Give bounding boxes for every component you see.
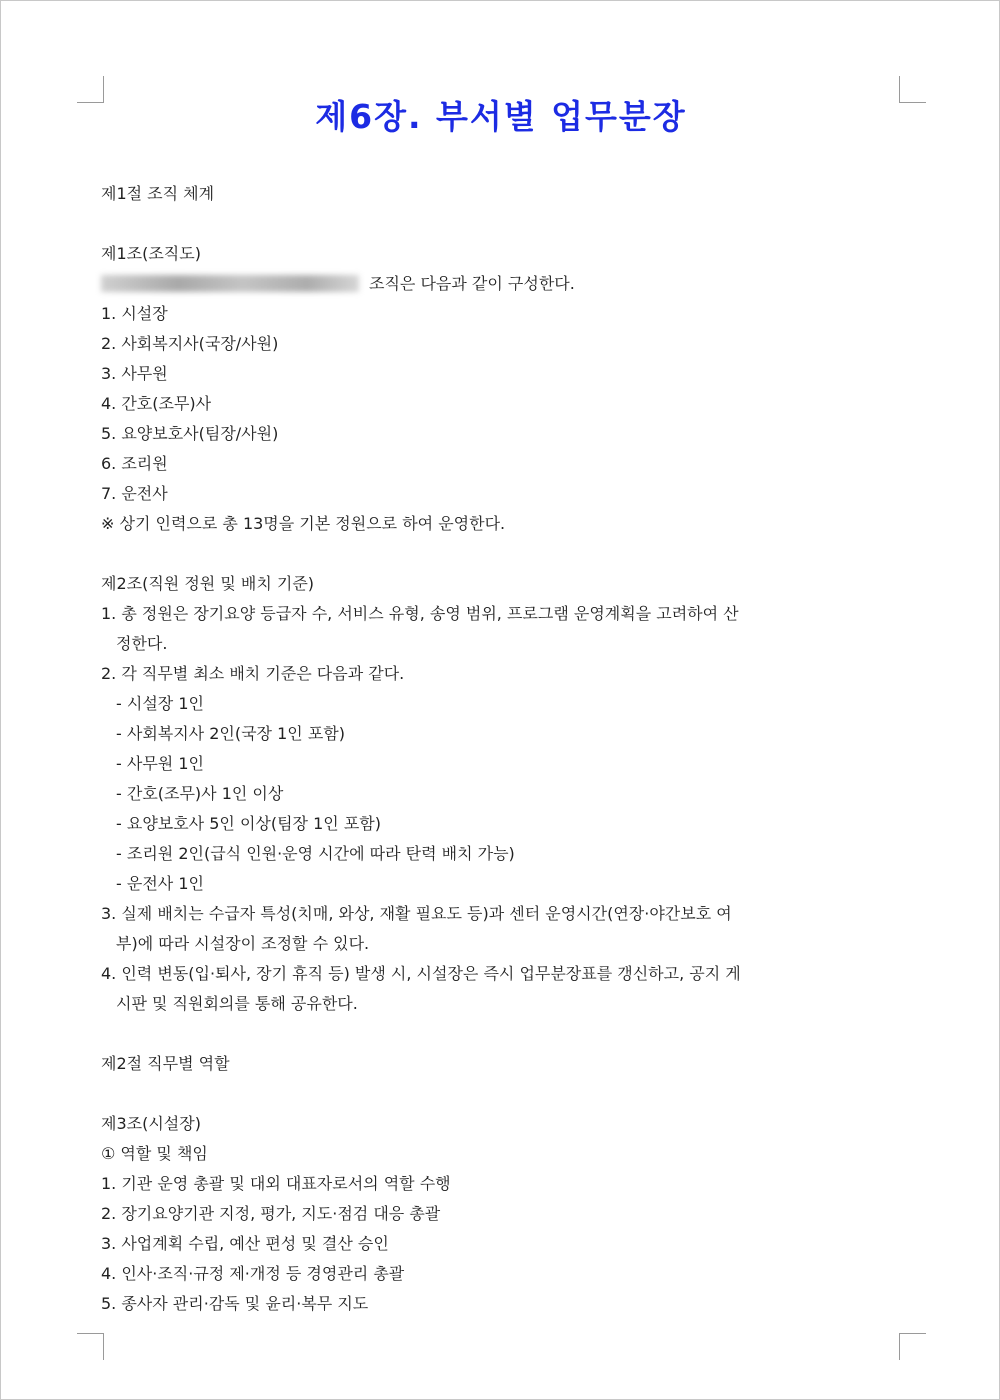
- paragraph-line: 3. 실제 배치는 수급자 특성(치매, 와상, 재활 필요도 등)과 센터 운영시간(연장·야간보호 여: [101, 904, 732, 923]
- list-item: 1. 시설장: [101, 304, 168, 323]
- paragraph-line: 2. 각 직무별 최소 배치 기준은 다음과 같다.: [101, 664, 405, 683]
- document-body: [101, 179, 901, 1319]
- article-intro: [101, 269, 901, 299]
- list-item: 4. 인사·조직·규정 제·개정 등 경영관리 총괄: [101, 1264, 405, 1283]
- sub-list-item: - 운전사 1인: [116, 874, 204, 893]
- redacted-organization-name: [101, 275, 359, 292]
- intro-text: 조직은 다음과 같이 구성한다.: [369, 274, 575, 293]
- sub-list-item: - 시설장 1인: [116, 694, 204, 713]
- paragraph-line: 1. 총 정원은 장기요양 등급자 수, 서비스 유형, 송영 범위, 프로그램 운영계획을 고려하여 산: [101, 604, 739, 623]
- sub-list-item: - 사회복지사 2인(국장 1인 포함): [116, 724, 345, 743]
- paragraph-line: 4. 인력 변동(입·퇴사, 장기 휴직 등) 발생 시, 시설장은 즉시 업무분장표를 갱신하고, 공지 게: [101, 964, 741, 983]
- article-subheading: ① 역할 및 책임: [101, 1144, 208, 1163]
- article-heading: 제3조(시설장): [101, 1114, 201, 1133]
- sub-list-item: - 조리원 2인(급식 인원·운영 시간에 따라 탄력 배치 가능): [116, 844, 515, 863]
- list-item: 6. 조리원: [101, 454, 168, 473]
- sub-list-item: - 사무원 1인: [116, 754, 204, 773]
- paragraph-line: 정한다.: [116, 634, 168, 653]
- list-item: 3. 사무원: [101, 364, 168, 383]
- section-heading: 제1절 조직 체계: [101, 184, 215, 203]
- sub-list-item: - 간호(조무)사 1인 이상: [116, 784, 284, 803]
- document-title: 제6장. 부서별 업무분장: [315, 97, 687, 136]
- list-item: 1. 기관 운영 총괄 및 대외 대표자로서의 역할 수행: [101, 1174, 451, 1193]
- paragraph-line: 부)에 따라 시설장이 조정할 수 있다.: [116, 934, 370, 953]
- paragraph-line: 시판 및 직원회의를 통해 공유한다.: [116, 994, 358, 1013]
- list-item: 7. 운전사: [101, 484, 168, 503]
- list-item: 4. 간호(조무)사: [101, 394, 212, 413]
- list-item: 5. 종사자 관리·감독 및 윤리·복무 지도: [101, 1294, 369, 1313]
- article-heading: 제1조(조직도): [101, 244, 201, 263]
- crop-mark-bottom-left: [77, 1333, 104, 1360]
- article-heading: 제2조(직원 정원 및 배치 기준): [101, 574, 315, 593]
- list-item: 2. 장기요양기관 지정, 평가, 지도·점검 대응 총괄: [101, 1204, 441, 1223]
- list-item: 2. 사회복지사(국장/사원): [101, 334, 279, 353]
- note-text: ※ 상기 인력으로 총 13명을 기본 정원으로 하여 운영한다.: [101, 514, 506, 533]
- list-item: 3. 사업계획 수립, 예산 편성 및 결산 승인: [101, 1234, 389, 1253]
- sub-list-item: - 요양보호사 5인 이상(팀장 1인 포함): [116, 814, 381, 833]
- crop-mark-bottom-right: [899, 1333, 926, 1360]
- section-heading: 제2절 직무별 역할: [101, 1054, 230, 1073]
- list-item: 5. 요양보호사(팀장/사원): [101, 424, 279, 443]
